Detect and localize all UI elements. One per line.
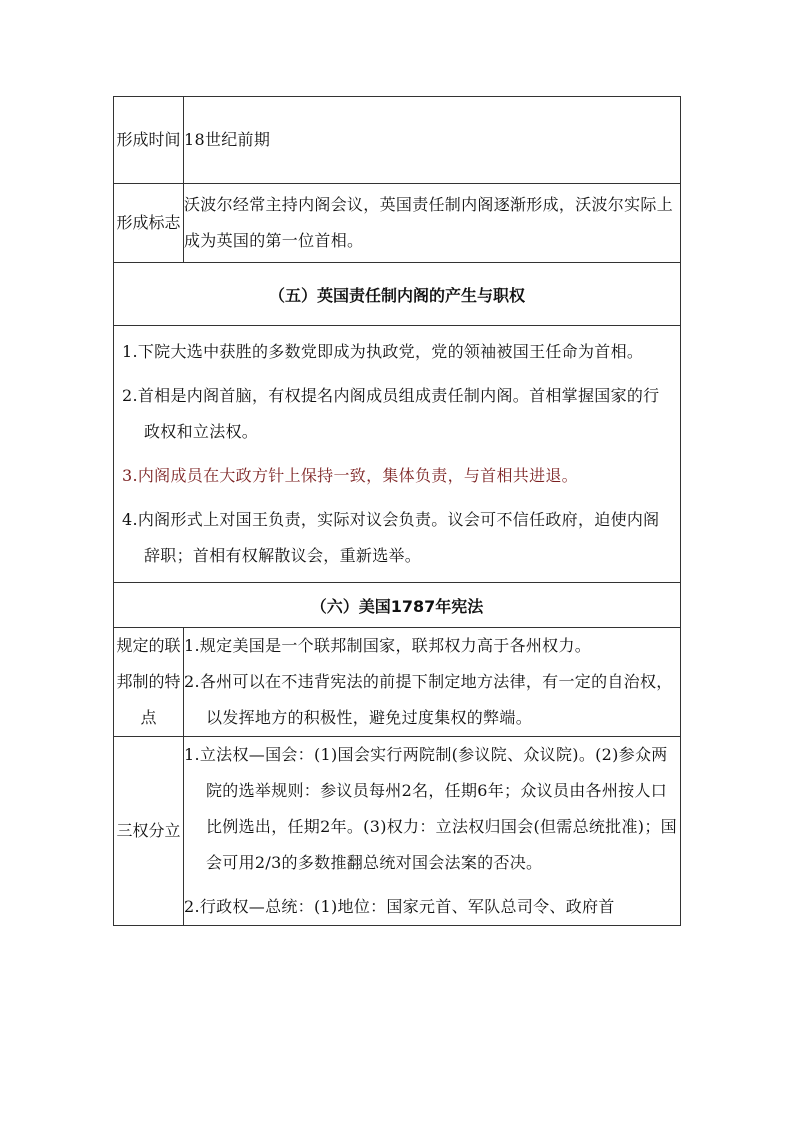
section5-item-4: 4.内阁形式上对国王负责，实际对议会负责。议会可不信任政府，迫使内阁辞职；首相有权解散议会，重新选举。	[122, 510, 660, 565]
section5-item-1: 1.下院大选中获胜的多数党即成为执政党，党的领袖被国王任命为首相。	[122, 342, 644, 361]
row-formation-time	[114, 97, 681, 184]
section5-title: （五）英国责任制内阁的产生与职权	[114, 263, 681, 326]
separation-item-1: 1.立法权—国会：(1)国会实行两院制(参议院、众议院)。(2)参众两院的选举规则：参议员每州2名，任期6年；众议员由各州按人口比例选出，任期2年。(3)权力：立法权归国会(但需总统批准)；国会可用2/3的多数推翻总统对国会法案的否决。	[184, 745, 677, 872]
row-separation-of-powers	[114, 737, 681, 926]
row-section6-title	[114, 583, 681, 628]
row-formation-mark	[114, 184, 681, 263]
section5-content	[114, 326, 681, 583]
row-federal-features	[114, 628, 681, 737]
federal-item-2: 2.各州可以在不违背宪法的前提下制定地方法律，有一定的自治权，以发挥地方的积极性，避免过度集权的弊端。	[184, 672, 673, 727]
label-formation-mark: 形成标志	[114, 184, 184, 263]
section5-item-2: 2.首相是内阁首脑，有权提名内阁成员组成责任制内阁。首相掌握国家的行政权和立法权。	[122, 386, 660, 441]
label-formation-time: 形成时间	[114, 97, 184, 184]
federal-features-content	[184, 628, 681, 737]
section5-item-3: 3.内阁成员在大政方针上保持一致，集体负责，与首相共进退。	[122, 466, 578, 485]
separation-content	[184, 737, 681, 926]
document-table	[113, 96, 681, 926]
separation-item-2: 2.行政权—总统：(1)地位：国家元首、军队总司令、政府首	[184, 897, 615, 916]
value-formation-mark: 沃波尔经常主持内阁会议，英国责任制内阁逐渐形成，沃波尔实际上成为英国的第一位首相。	[184, 184, 681, 263]
row-section5-title	[114, 263, 681, 326]
label-separation-of-powers: 三权分立	[114, 737, 184, 926]
row-section5-content	[114, 326, 681, 583]
section6-title: （六）美国1787年宪法	[114, 583, 681, 628]
value-formation-time: 18世纪前期	[184, 97, 681, 184]
label-federal-features: 规定的联邦制的特点	[114, 628, 184, 737]
federal-item-1: 1.规定美国是一个联邦制国家，联邦权力高于各州权力。	[184, 636, 592, 655]
